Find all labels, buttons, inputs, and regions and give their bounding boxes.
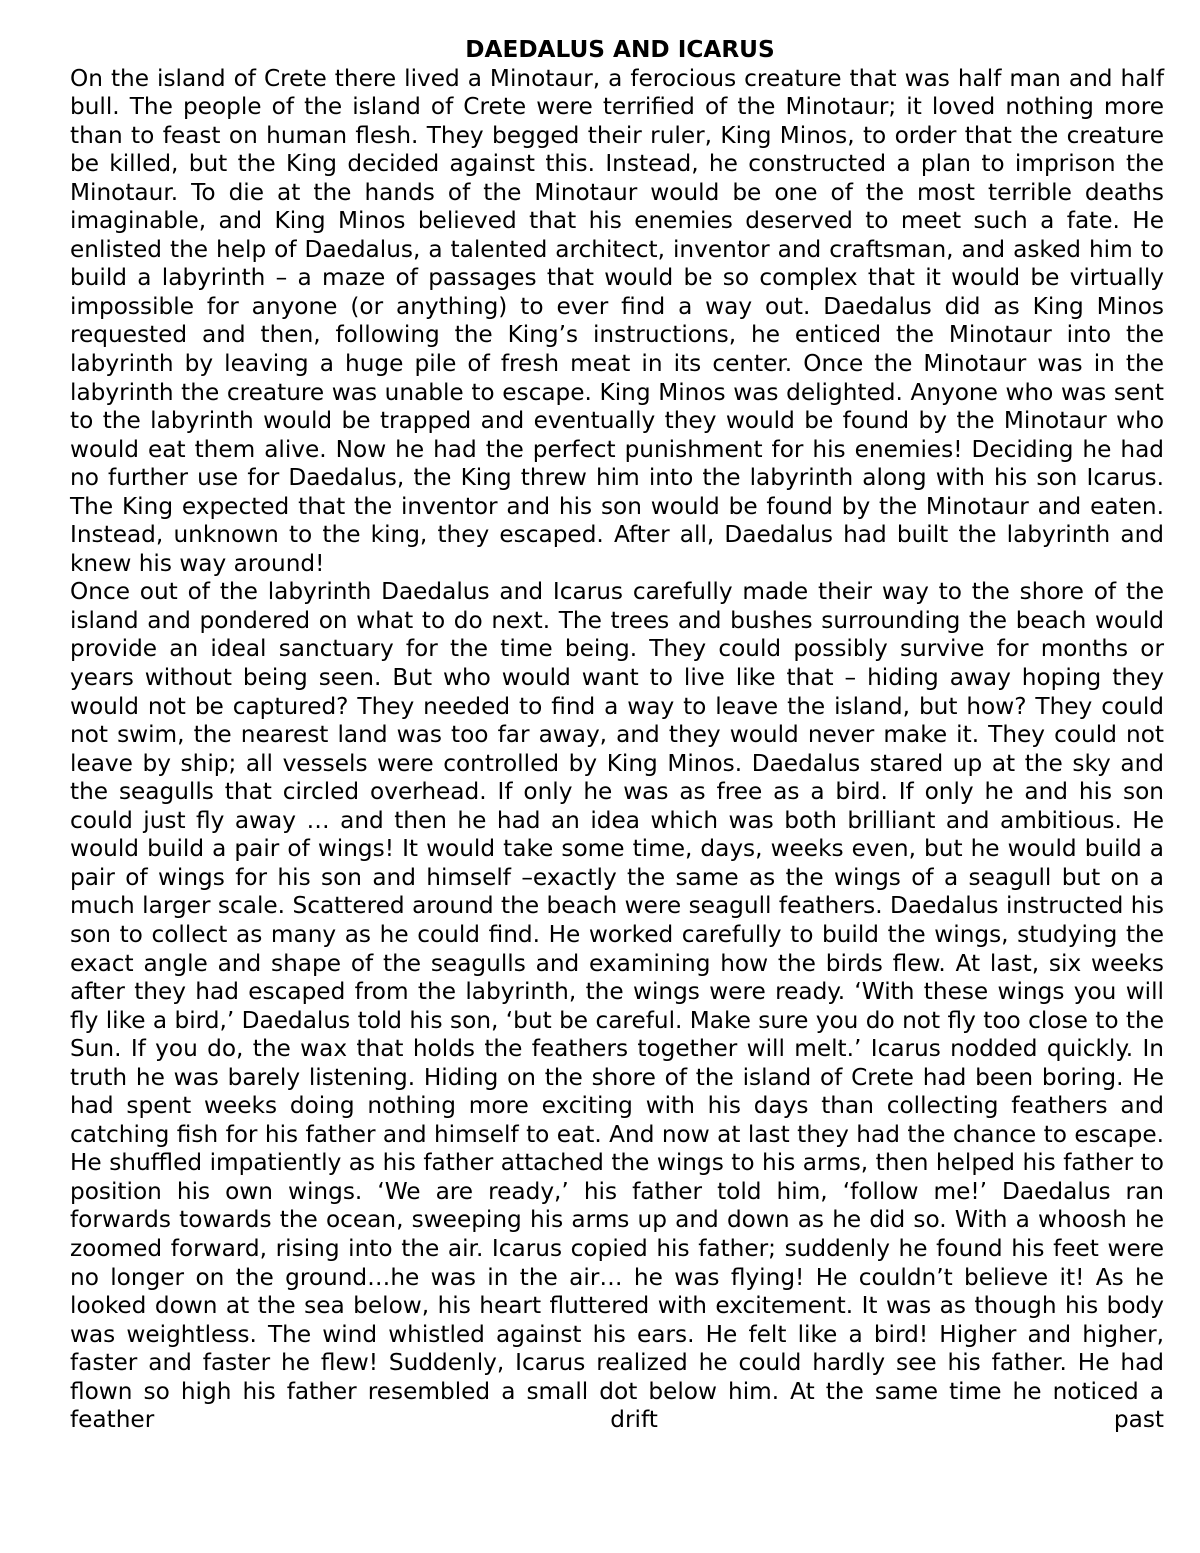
- paragraph-escape-wings: Once out of the labyrinth Daedalus and Icarus carefully made their way to the shore of the island and pondered on what to do next. The trees and bushes surrounding the beach would provide an ideal sanctuary for the time being. They could possibly survive for months or years without being seen. But who would want to live like that – hiding away hoping they would not be captured? They needed to find a way to leave the island, but how? They could not swim, the nearest land was too far away, and they would never make it. They could not leave by ship; all vessels were controlled by King Minos. Daedalus stared up at the sky and the seagulls that circled overhead. If only he was as free as a bird. If only he and his son could just fly away … and then he had an idea which was both brilliant and ambitious. He would build a pair of wings! It would take some time, days, weeks even, but he would build a pair of wings for his son and himself –exactly the same as the wings of a seagull but on a much larger scale. Scattered around the beach were seagull feathers. Daedalus instructed his son to collect as many as he could find. He worked carefully to build the wings, studying the exact angle and shape of the seagulls and examining how the birds flew. At last, six weeks after they had escaped from the labyrinth, the wings were ready. ‘With these wings you will fly like a bird,’ Daedalus told his son, ‘but be careful. Make sure you do not fly too close to the Sun. If you do, the wax that holds the feathers together will melt.’ Icarus nodded quickly. In truth he was barely listening. Hiding on the shore of the island of Crete had been boring. He had spent weeks doing nothing more exciting with his days than collecting feathers and catching fish for his father and himself to eat. And now at last they had the chance to escape. He shuffled impatiently as his father attached the wings to his arms, then helped his father to position his own wings. ‘We are ready,’ his father told him, ‘follow me!’ Daedalus ran forwards towards the ocean, sweeping his arms up and down as he did so. With a whoosh he zoomed forward, rising into the air. Icarus copied his father; suddenly he found his feet were no longer on the ground…he was in the air… he was flying! He couldn’t believe it! As he looked down at the sea below, his heart fluttered with excitement. It was as though his body was weightless. The wind whistled against his ears. He felt like a bird! Higher and higher, faster and faster he flew! Suddenly, Icarus realized he could hardly see his father. He had flown so high his father resembled a small dot below him. At the same time he noticed a feather drift past: [70, 578, 1164, 1434]
- document-page: [70, 36, 1164, 1435]
- document-title: DAEDALUS AND ICARUS: [465, 36, 775, 63]
- paragraph-minotaur-labyrinth: On the island of Crete there lived a Minotaur, a ferocious creature that was half man and half bull. The people of the island of Crete were terrified of the Minotaur; it loved nothing more than to feast on human flesh. They begged their ruler, King Minos, to order that the creature be killed, but the King decided against this. Instead, he constructed a plan to imprison the Minotaur. To die at the hands of the Minotaur would be one of the most terrible deaths imaginable, and King Minos believed that his enemies deserved to meet such a fate. He enlisted the help of Daedalus, a talented architect, inventor and craftsman, and asked him to build a labyrinth – a maze of passages that would be so complex that it would be virtually impossible for anyone (or anything) to ever find a way out. Daedalus did as King Minos requested and then, following the King’s instructions, he enticed the Minotaur into the labyrinth by leaving a huge pile of fresh meat in its center. Once the Minotaur was in the labyrinth the creature was unable to escape. King Minos was delighted. Anyone who was sent to the labyrinth would be trapped and eventually they would be found by the Minotaur who would eat them alive. Now he had the perfect punishment for his enemies! Deciding he had no further use for Daedalus, the King threw him into the labyrinth along with his son Icarus. The King expected that the inventor and his son would be found by the Minotaur and eaten. Instead, unknown to the king, they escaped. After all, Daedalus had built the labyrinth and knew his way around!: [70, 64, 1164, 577]
